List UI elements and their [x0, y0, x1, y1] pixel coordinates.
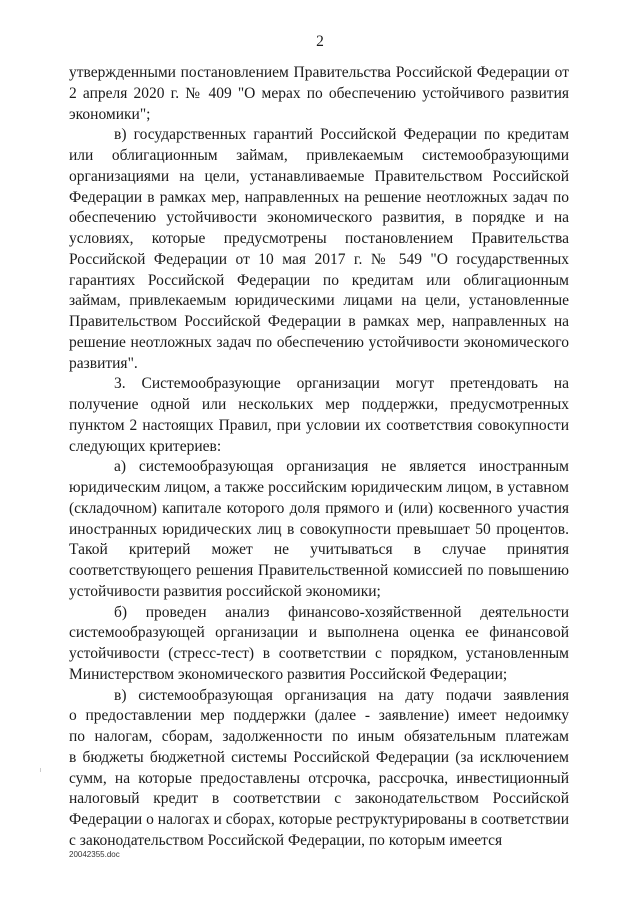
text-line: сумм, на которые предоставлены отсрочка, рассрочка, инвестиционный	[69, 769, 569, 787]
paragraph-section-3	[69, 374, 569, 457]
text-line: Такой критерий может не учитываться в случае принятия	[69, 541, 569, 559]
text-line: Российской Федерации от 10 мая 2017 г. № 549 "О государственных	[69, 250, 569, 268]
text-line: гарантиях Российской Федерации по кредитам или облигационным	[69, 271, 569, 289]
page-number: 2	[316, 33, 324, 50]
text-line: устойчивости (стресс-тест) в соответствии с порядком, установленным	[69, 645, 569, 662]
text-line: б) проведен анализ финансово-хозяйственной деятельности	[114, 603, 569, 621]
text-line: следующих критериев:	[69, 437, 222, 455]
text-line: в) системообразующая организация на дату подачи заявления	[114, 686, 569, 704]
text-line: решение неотложных задач по обеспечению устойчивости экономического	[69, 333, 569, 351]
text-line: обеспечению устойчивости экономического развития, в порядке и на	[69, 209, 569, 227]
paragraph-criterion-a	[69, 457, 569, 602]
text-line: (складочном) капитале которого доля прямого и (или) косвенного участия	[69, 499, 569, 517]
text-line: утвержденными постановлением Правительства Российской Федерации от	[69, 64, 569, 81]
text-line: в) государственных гарантий Российской Федерации по кредитам	[114, 126, 569, 144]
text-line: с законодательством Российской Федерации, по которым имеется	[69, 831, 503, 849]
text-line: системообразующей организации и выполнена оценка ее финансовой	[69, 624, 569, 642]
text-line: в бюджеты бюджетной системы Российской Федерации (за исключением	[69, 748, 569, 766]
margin-mark	[40, 768, 41, 772]
text-line: иностранных юридических лиц в совокупности превышает 50 процентов.	[69, 520, 569, 538]
paragraph-criterion-b	[69, 603, 569, 686]
paragraph-criterion-v	[69, 686, 569, 852]
footer-file-code: 20042355.doc	[69, 850, 120, 859]
text-line: по налогам, сборам, задолженности по иным обязательным платежам	[69, 728, 569, 745]
document-body	[69, 63, 569, 852]
paragraph-item-v-guarantees	[69, 125, 569, 374]
text-line: пунктом 2 настоящих Правил, при условии их соответствия совокупности	[69, 416, 569, 434]
text-line: а) системообразующая организация не является иностранным	[114, 458, 569, 476]
text-line: Федерации о налогах и сборах, которые реструктурированы в соответствии	[69, 811, 569, 828]
text-line: организациями на цели, устанавливаемые Правительством Российской	[69, 167, 569, 185]
text-line: о предоставлении мер поддержки (далее - заявление) имеет недоимку	[69, 707, 569, 725]
text-line: займам, привлекаемым юридическими лицами на цели, установленные	[69, 292, 569, 310]
text-line: соответствующего решения Правительственной комиссией по повышению	[69, 562, 569, 579]
text-line: условиях, которые предусмотрены постановлением Правительства	[69, 230, 569, 247]
text-line: экономики";	[69, 105, 151, 123]
text-line: 2 апреля 2020 г. № 409 "О мерах по обеспечению устойчивого развития	[69, 84, 569, 102]
text-line: 3. Системообразующие организации могут претендовать на	[114, 375, 569, 393]
text-line: развития".	[69, 354, 138, 372]
text-line: Министерством экономического развития Российской Федерации;	[69, 665, 508, 683]
text-line: Правительством Российской Федерации в рамках мер, направленных на	[69, 313, 569, 330]
paragraph-continuation	[69, 63, 569, 125]
text-line: или облигационным займам, привлекаемым системообразующими	[69, 147, 569, 164]
text-line: Федерации в рамках мер, направленных на решение неотложных задач по	[69, 188, 569, 206]
text-line: получение одной или нескольких мер поддержки, предусмотренных	[69, 396, 569, 413]
text-line: юридическим лицом, а также российским юридическим лицом, в уставном	[69, 479, 569, 496]
text-line: налоговый кредит в соответствии с законодательством Российской	[69, 790, 569, 808]
text-line: устойчивости развития российской экономики;	[69, 582, 381, 600]
